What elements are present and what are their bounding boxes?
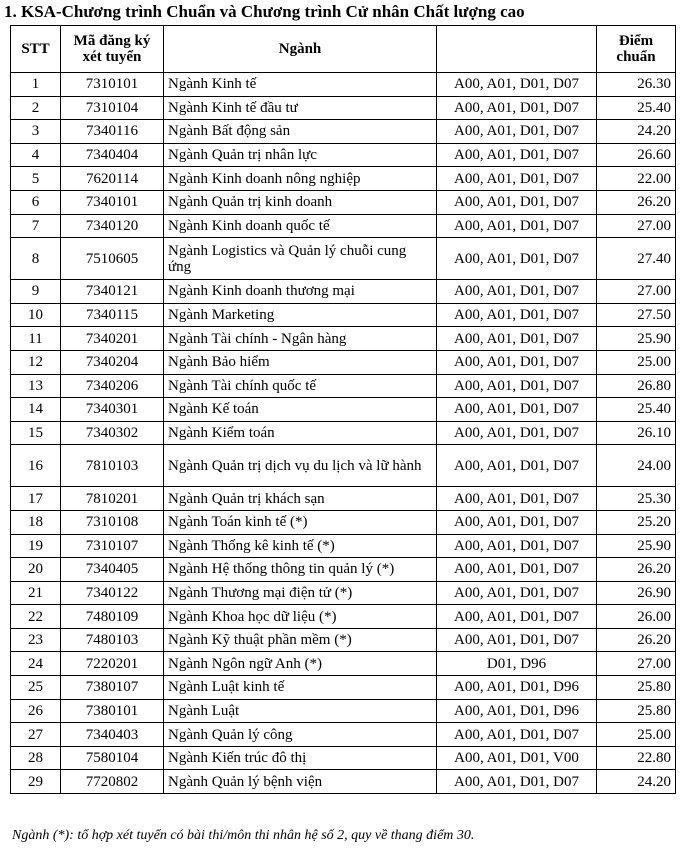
- table-row: [11, 652, 676, 676]
- cell-stt: 20: [11, 558, 61, 582]
- cell-combos: A00, A01, D01, D96: [437, 699, 597, 723]
- cell-stt: 27: [11, 723, 61, 747]
- header-code: Mã đăng ký xét tuyển: [61, 26, 164, 73]
- cell-score: 22.00: [597, 167, 676, 191]
- table-row: [11, 487, 676, 511]
- cell-major: Ngành Quản lý bệnh viện: [164, 770, 437, 794]
- table-row: [11, 350, 676, 374]
- cell-combos: A00, A01, D01, D07: [437, 558, 597, 582]
- cell-major: Ngành Thống kê kinh tế (*): [164, 534, 437, 558]
- cell-combos: D01, D96: [437, 652, 597, 676]
- cell-combos: A00, A01, D01, D07: [437, 280, 597, 304]
- cell-code: 7340201: [61, 327, 164, 351]
- cell-major: Ngành Bảo hiểm: [164, 350, 437, 374]
- cell-major: Ngành Quản trị dịch vụ du lịch và lữ hành: [164, 445, 437, 487]
- cell-combos: A00, A01, D01, D07: [437, 73, 597, 97]
- cell-score: 25.80: [597, 676, 676, 700]
- cell-score: 26.20: [597, 628, 676, 652]
- cell-score: 24.20: [597, 770, 676, 794]
- cell-combos: A00, A01, D01, D07: [437, 143, 597, 167]
- cell-combos: A00, A01, D01, D07: [437, 487, 597, 511]
- cell-major: Ngành Kinh doanh thương mại: [164, 280, 437, 304]
- cell-major: Ngành Logistics và Quản lý chuỗi cung ứng: [164, 238, 437, 280]
- cell-combos: A00, A01, D01, D07: [437, 510, 597, 534]
- cell-code: 7620114: [61, 167, 164, 191]
- cell-combos: A00, A01, D01, D07: [437, 327, 597, 351]
- cell-stt: 29: [11, 770, 61, 794]
- cell-code: 7480103: [61, 628, 164, 652]
- cell-code: 7810103: [61, 445, 164, 487]
- cell-combos: A00, A01, D01, D07: [437, 190, 597, 214]
- cell-stt: 15: [11, 421, 61, 445]
- cell-major: Ngành Luật kinh tế: [164, 676, 437, 700]
- cell-score: 27.00: [597, 214, 676, 238]
- cell-code: 7310104: [61, 96, 164, 120]
- table-row: [11, 280, 676, 304]
- cell-score: 25.90: [597, 327, 676, 351]
- table-row: [11, 445, 676, 487]
- cell-score: 25.00: [597, 350, 676, 374]
- cell-major: Ngành Quản trị nhân lực: [164, 143, 437, 167]
- table-row: [11, 421, 676, 445]
- cell-major: Ngành Marketing: [164, 303, 437, 327]
- cell-major: Ngành Bất động sản: [164, 120, 437, 144]
- cell-score: 27.40: [597, 238, 676, 280]
- cell-score: 25.80: [597, 699, 676, 723]
- cell-code: 7310108: [61, 510, 164, 534]
- cell-major: Ngành Toán kinh tế (*): [164, 510, 437, 534]
- cell-major: Ngành Quản trị khách sạn: [164, 487, 437, 511]
- cell-code: 7340116: [61, 120, 164, 144]
- cell-stt: 24: [11, 652, 61, 676]
- table-row: [11, 398, 676, 422]
- cell-code: 7380107: [61, 676, 164, 700]
- table-header-row: [11, 26, 676, 73]
- table-row: [11, 628, 676, 652]
- cell-combos: A00, A01, D01, D07: [437, 723, 597, 747]
- cell-combos: A00, A01, D01, D07: [437, 398, 597, 422]
- cell-stt: 8: [11, 238, 61, 280]
- cell-code: 7340122: [61, 581, 164, 605]
- cell-stt: 25: [11, 676, 61, 700]
- cell-stt: 2: [11, 96, 61, 120]
- cell-combos: A00, A01, D01, D07: [437, 581, 597, 605]
- table-row: [11, 699, 676, 723]
- table-row: [11, 238, 676, 280]
- cell-code: 7340101: [61, 190, 164, 214]
- cell-code: 7580104: [61, 746, 164, 770]
- cell-combos: A00, A01, D01, D07: [437, 214, 597, 238]
- admission-score-table: [10, 25, 676, 794]
- table-row: [11, 605, 676, 629]
- cell-score: 26.90: [597, 581, 676, 605]
- cell-code: 7340204: [61, 350, 164, 374]
- cell-stt: 17: [11, 487, 61, 511]
- cell-major: Ngành Kinh doanh quốc tế: [164, 214, 437, 238]
- cell-score: 25.40: [597, 96, 676, 120]
- cell-major: Ngành Kiến trúc đô thị: [164, 746, 437, 770]
- cell-major: Ngành Kỹ thuật phần mềm (*): [164, 628, 437, 652]
- cell-combos: A00, A01, D01, D07: [437, 303, 597, 327]
- cell-major: Ngành Quản trị kinh doanh: [164, 190, 437, 214]
- cell-score: 25.00: [597, 723, 676, 747]
- cell-score: 26.00: [597, 605, 676, 629]
- table-row: [11, 120, 676, 144]
- cell-code: 7340115: [61, 303, 164, 327]
- cell-combos: A00, A01, D01, D07: [437, 605, 597, 629]
- table-row: [11, 534, 676, 558]
- header-combos: [437, 26, 597, 73]
- cell-stt: 4: [11, 143, 61, 167]
- cell-score: 27.50: [597, 303, 676, 327]
- cell-score: 26.20: [597, 190, 676, 214]
- cell-major: Ngành Ngôn ngữ Anh (*): [164, 652, 437, 676]
- cell-combos: A00, A01, D01, D07: [437, 628, 597, 652]
- cell-major: Ngành Thương mại điện tử (*): [164, 581, 437, 605]
- header-score: Điểm chuẩn: [597, 26, 676, 73]
- cell-combos: A00, A01, D01, D07: [437, 96, 597, 120]
- footnote: Ngành (*): tổ hợp xét tuyển có bài thi/môn thi nhân hệ số 2, quy về thang điểm 30.: [12, 828, 475, 843]
- cell-code: 7340206: [61, 374, 164, 398]
- cell-code: 7310107: [61, 534, 164, 558]
- header-stt: STT: [11, 26, 61, 73]
- table-row: [11, 214, 676, 238]
- table-row: [11, 96, 676, 120]
- cell-stt: 28: [11, 746, 61, 770]
- cell-combos: A00, A01, D01, D07: [437, 238, 597, 280]
- cell-score: 27.00: [597, 652, 676, 676]
- table-row: [11, 303, 676, 327]
- cell-stt: 23: [11, 628, 61, 652]
- cell-stt: 18: [11, 510, 61, 534]
- cell-score: 26.10: [597, 421, 676, 445]
- table-row: [11, 581, 676, 605]
- cell-code: 7220201: [61, 652, 164, 676]
- cell-code: 7510605: [61, 238, 164, 280]
- table-row: [11, 190, 676, 214]
- cell-score: 27.00: [597, 280, 676, 304]
- cell-score: 22.80: [597, 746, 676, 770]
- cell-stt: 14: [11, 398, 61, 422]
- cell-stt: 5: [11, 167, 61, 191]
- cell-score: 24.20: [597, 120, 676, 144]
- cell-stt: 22: [11, 605, 61, 629]
- cell-stt: 21: [11, 581, 61, 605]
- cell-major: Ngành Kinh doanh nông nghiệp: [164, 167, 437, 191]
- cell-stt: 3: [11, 120, 61, 144]
- cell-code: 7380101: [61, 699, 164, 723]
- cell-major: Ngành Luật: [164, 699, 437, 723]
- cell-combos: A00, A01, D01, D07: [437, 770, 597, 794]
- table-row: [11, 770, 676, 794]
- table-row: [11, 73, 676, 97]
- table-row: [11, 746, 676, 770]
- cell-major: Ngành Kinh tế: [164, 73, 437, 97]
- table-row: [11, 143, 676, 167]
- cell-stt: 10: [11, 303, 61, 327]
- cell-code: 7340121: [61, 280, 164, 304]
- table-row: [11, 723, 676, 747]
- cell-stt: 16: [11, 445, 61, 487]
- cell-score: 24.00: [597, 445, 676, 487]
- cell-code: 7720802: [61, 770, 164, 794]
- cell-stt: 12: [11, 350, 61, 374]
- cell-combos: A00, A01, D01, D07: [437, 167, 597, 191]
- cell-code: 7480109: [61, 605, 164, 629]
- cell-major: Ngành Hệ thống thông tin quản lý (*): [164, 558, 437, 582]
- cell-score: 26.80: [597, 374, 676, 398]
- cell-major: Ngành Kiểm toán: [164, 421, 437, 445]
- cell-combos: A00, A01, D01, D07: [437, 421, 597, 445]
- cell-combos: A00, A01, D01, D07: [437, 374, 597, 398]
- cell-major: Ngành Tài chính - Ngân hàng: [164, 327, 437, 351]
- table-row: [11, 510, 676, 534]
- table-row: [11, 167, 676, 191]
- cell-major: Ngành Khoa học dữ liệu (*): [164, 605, 437, 629]
- cell-stt: 26: [11, 699, 61, 723]
- cell-code: 7340403: [61, 723, 164, 747]
- cell-score: 26.60: [597, 143, 676, 167]
- cell-stt: 13: [11, 374, 61, 398]
- cell-code: 7810201: [61, 487, 164, 511]
- table-row: [11, 676, 676, 700]
- cell-stt: 7: [11, 214, 61, 238]
- table-body: [11, 73, 676, 794]
- cell-major: Ngành Kế toán: [164, 398, 437, 422]
- cell-score: 25.30: [597, 487, 676, 511]
- cell-code: 7340405: [61, 558, 164, 582]
- cell-major: Ngành Tài chính quốc tế: [164, 374, 437, 398]
- cell-major: Ngành Quản lý công: [164, 723, 437, 747]
- cell-score: 26.20: [597, 558, 676, 582]
- cell-score: 25.40: [597, 398, 676, 422]
- cell-stt: 6: [11, 190, 61, 214]
- cell-combos: A00, A01, D01, D07: [437, 534, 597, 558]
- cell-stt: 9: [11, 280, 61, 304]
- cell-code: 7310101: [61, 73, 164, 97]
- table-row: [11, 558, 676, 582]
- cell-combos: A00, A01, D01, D96: [437, 676, 597, 700]
- cell-code: 7340404: [61, 143, 164, 167]
- cell-score: 26.30: [597, 73, 676, 97]
- cell-stt: 1: [11, 73, 61, 97]
- cell-code: 7340120: [61, 214, 164, 238]
- header-major: Ngành: [164, 26, 437, 73]
- cell-stt: 19: [11, 534, 61, 558]
- section-title: 1. KSA-Chương trình Chuẩn và Chương trình Cử nhân Chất lượng cao: [4, 2, 525, 21]
- cell-combos: A00, A01, D01, D07: [437, 445, 597, 487]
- cell-major: Ngành Kinh tế đầu tư: [164, 96, 437, 120]
- cell-combos: A00, A01, D01, D07: [437, 120, 597, 144]
- cell-stt: 11: [11, 327, 61, 351]
- cell-combos: A00, A01, D01, V00: [437, 746, 597, 770]
- cell-combos: A00, A01, D01, D07: [437, 350, 597, 374]
- cell-code: 7340301: [61, 398, 164, 422]
- cell-score: 25.90: [597, 534, 676, 558]
- cell-score: 25.20: [597, 510, 676, 534]
- table-row: [11, 327, 676, 351]
- table-row: [11, 374, 676, 398]
- cell-code: 7340302: [61, 421, 164, 445]
